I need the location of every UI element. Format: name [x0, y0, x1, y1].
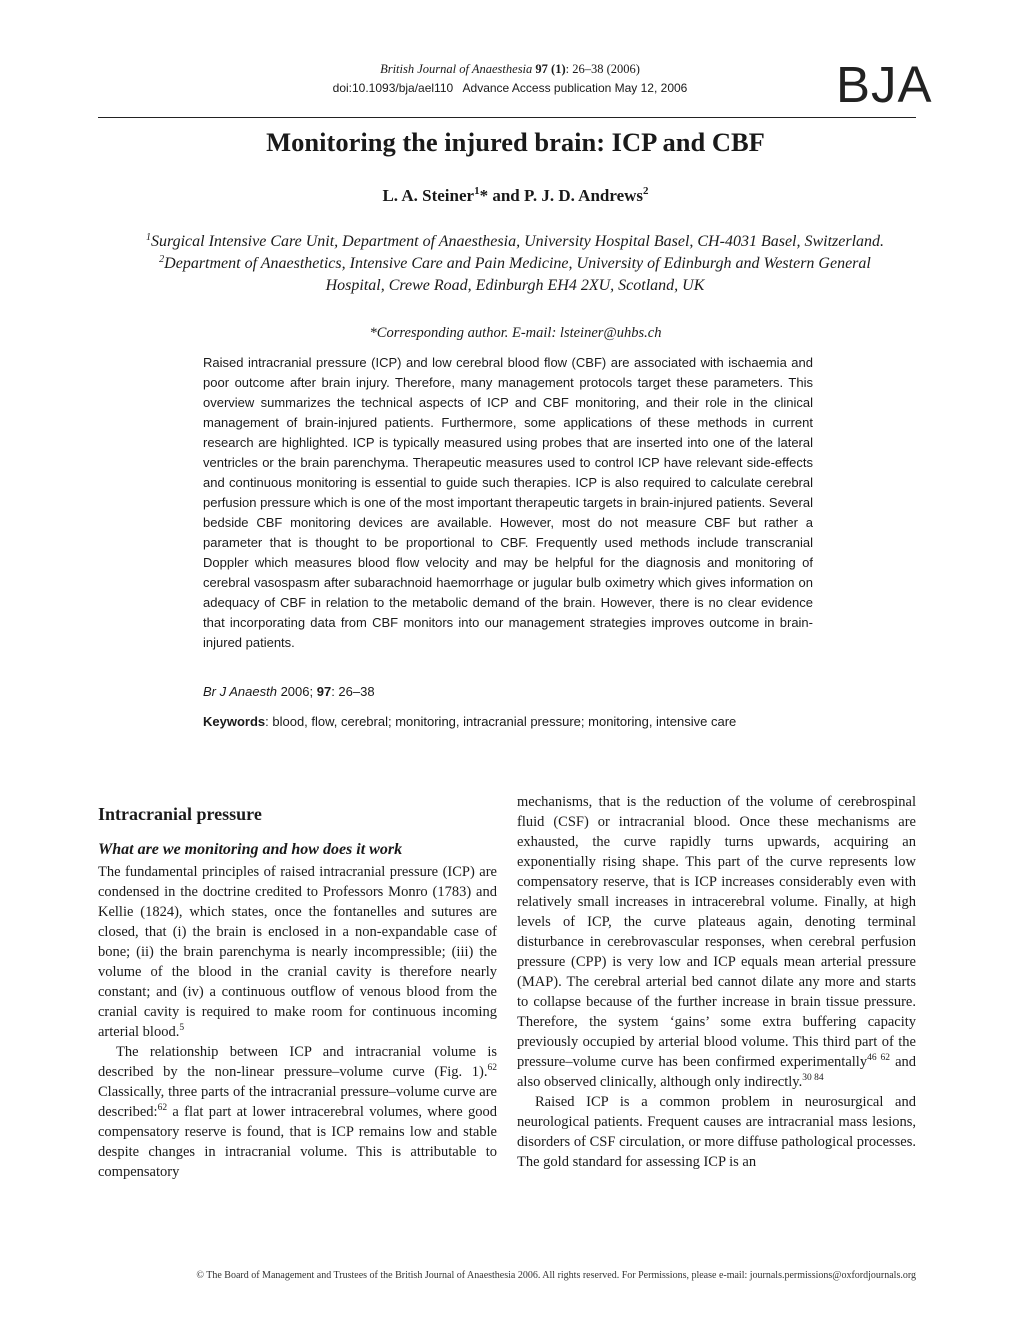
article-title: Monitoring the injured brain: ICP and CBF [266, 127, 765, 157]
journal-name: British Journal of Anaesthesia [380, 62, 533, 76]
keywords-label: Keywords [203, 714, 266, 729]
journal-volume: 97 [535, 62, 548, 76]
affiliations [130, 231, 900, 297]
keywords [203, 712, 843, 732]
copyright-notice: © The Board of Management and Trustees of the British Journal of Anaesthesia 2006. All rights reserved. For Permissions, please e-mail: journals.permissions@oxfordjournals.org [196, 1270, 916, 1281]
affiliation-1: Surgical Intensive Care Unit, Department of Anaesthesia, University Hospital Basel, CH-4031 Basel, Switzerland. [150, 233, 885, 250]
section-heading: Intracranial pressure [98, 804, 262, 824]
paragraph-2-right [517, 792, 916, 1092]
paragraph-2-text: Classically, three parts of the intracranial pressure–volume curve are described: [98, 1084, 497, 1120]
paragraph-2-left [98, 1042, 497, 1182]
journal-issue: (1) [551, 62, 566, 76]
affiliation-1-mark: 1 [145, 232, 151, 243]
corresponding-author: *Corresponding author. E-mail: lsteiner@uhbs.ch [369, 325, 662, 341]
author-1: L. A. Steiner [382, 186, 475, 205]
citation-pages: : 26–38 [331, 684, 375, 699]
author-joiner: and [488, 186, 524, 205]
reference-mark: 30 84 [802, 1073, 824, 1083]
abstract: Raised intracranial pressure (ICP) and low cerebral blood flow (CBF) are associated with ischaemia and poor outcome after brain injury. Therefore, many management protocols target these parameters. This overview summarizes the technical aspects of ICP and CBF monitoring, and their role in the clinical management of brain-injured patients. Furthermore, some applications of these methods in current research are highlighted. ICP is typically measured using probes that are inserted into one of the lateral ventricles or the brain parenchyma. Therapeutic measures used to control ICP have relevant side-effects and continuous monitoring is essential to guide such therapies. ICP is also required to calculate cerebral perfusion pressure which is one of the most important therapeutic targets in brain-injured patients. Several bedside CBF monitoring devices are available. However, most do not measure CBF but rather a parameter that is thought to be proportional to CBF. Frequently used methods include transcranial Doppler which measures blood flow velocity and may be helpful for the diagnosis and monitoring of cerebral vasospasm after subarachnoid haemorrhage or jugular bulb oximetry which gives information on adequacy of CBF in relation to the metabolic demand of the brain. However, there is no clear evidence that incorporating data from CBF monitors into our management strategies improves outcome in brain-injured patients. [203, 355, 813, 650]
author-1-affiliation-mark: 1 [474, 185, 480, 197]
body-column-right [517, 792, 916, 1172]
reference-mark: 62 [157, 1103, 168, 1113]
subsection-heading: What are we monitoring and how does it work [98, 841, 403, 858]
author-2-affiliation-mark: 2 [643, 185, 649, 197]
header-divider [98, 117, 916, 118]
paragraph-2-text: The relationship between ICP and intracranial volume is described by the non-linear pressure–volume curve (Fig. 1). [98, 1044, 497, 1080]
corresponding-star: * [479, 186, 489, 205]
paragraph-3: Raised ICP is a common problem in neurosurgical and neurological patients. Frequent causes are intracranial mass lesions, disorders of CSF circulation, or more diffuse pathological processes. The gold standard for assessing ICP is an [517, 1094, 916, 1170]
journal-header [260, 60, 760, 98]
affiliation-2: Department of Anaesthetics, Intensive Care and Pain Medicine, University of Edinburgh and Western General Hospital, Crewe Road, Edinburgh EH4 2XU, Scotland, UK [164, 255, 871, 294]
citation-year: 2006; [276, 684, 317, 699]
paragraph-2-text: a flat part at lower intracerebral volumes, where good compensatory reserve is found, that is ICP remains low and stable despite changes in intracranial volume. This is attributable to compensatory [98, 1104, 497, 1180]
reference-mark: 62 [487, 1063, 497, 1073]
author-2: P. J. D. Andrews [524, 186, 644, 205]
paragraph-2-text: and also observed clinically, although only indirectly. [517, 1054, 917, 1090]
keywords-text: : blood, flow, cerebral; monitoring, intracranial pressure; monitoring, intensive care [265, 714, 737, 729]
body-column-left [98, 800, 497, 1182]
citation-journal: Br J Anaesth [203, 684, 277, 699]
doi-line: doi:10.1093/bja/ael110 Advance Access publication May 12, 2006 [332, 81, 688, 95]
journal-citation [260, 60, 760, 79]
reference-mark: 5 [179, 1023, 185, 1033]
affiliation-2-mark: 2 [159, 254, 165, 265]
paragraph-2-text: mechanisms, that is the reduction of the volume of cerebrospinal fluid (CSF) or intracranial blood. Once these mechanisms are exhausted, the curve rapidly turns upwards, acquiring an exponentially rising shape. This part of the curve represents low compensatory reserve, that is ICP increases considerably even with relatively small increases in intracerebral volume. Finally, at high levels of ICP, the curve plateaus again, denoting terminal disturbance in cerebrovascular responses, when cerebral perfusion pressure (CPP) is very low and ICP equals mean arterial pressure (MAP). The cerebral arterial bed cannot dilate any more and starts to collapse because of the further increase in brain tissue pressure. Therefore, the system ‘gains’ some extra buffering capacity previously occupied by arterial blood volume. This third part of the pressure–volume curve has been confirmed experimentally [517, 794, 916, 1070]
reference-mark: 46 62 [867, 1053, 890, 1063]
author-line [0, 181, 1031, 211]
paragraph-1 [98, 862, 497, 1042]
article-citation [203, 682, 813, 702]
paragraph-1-text: The fundamental principles of raised intracranial pressure (ICP) are condensed in the doctrine credited to Professors Monro (1783) and Kellie (1824), which states, once the fontanelles and sutures are closed, that (i) the brain is enclosed in a non-expandable case of bone; (ii) the brain parenchyma is nearly incompressible; (iii) the volume of the blood in the cranial cavity is therefore nearly constant; and (iv) a continuous outflow of venous blood from the cranial cavity is required to make room for continuous incoming arterial blood. [98, 864, 497, 1040]
citation-volume: 97 [316, 684, 332, 699]
journal-pages-year: : 26–38 (2006) [565, 62, 640, 76]
journal-logo: BJA [836, 56, 933, 113]
